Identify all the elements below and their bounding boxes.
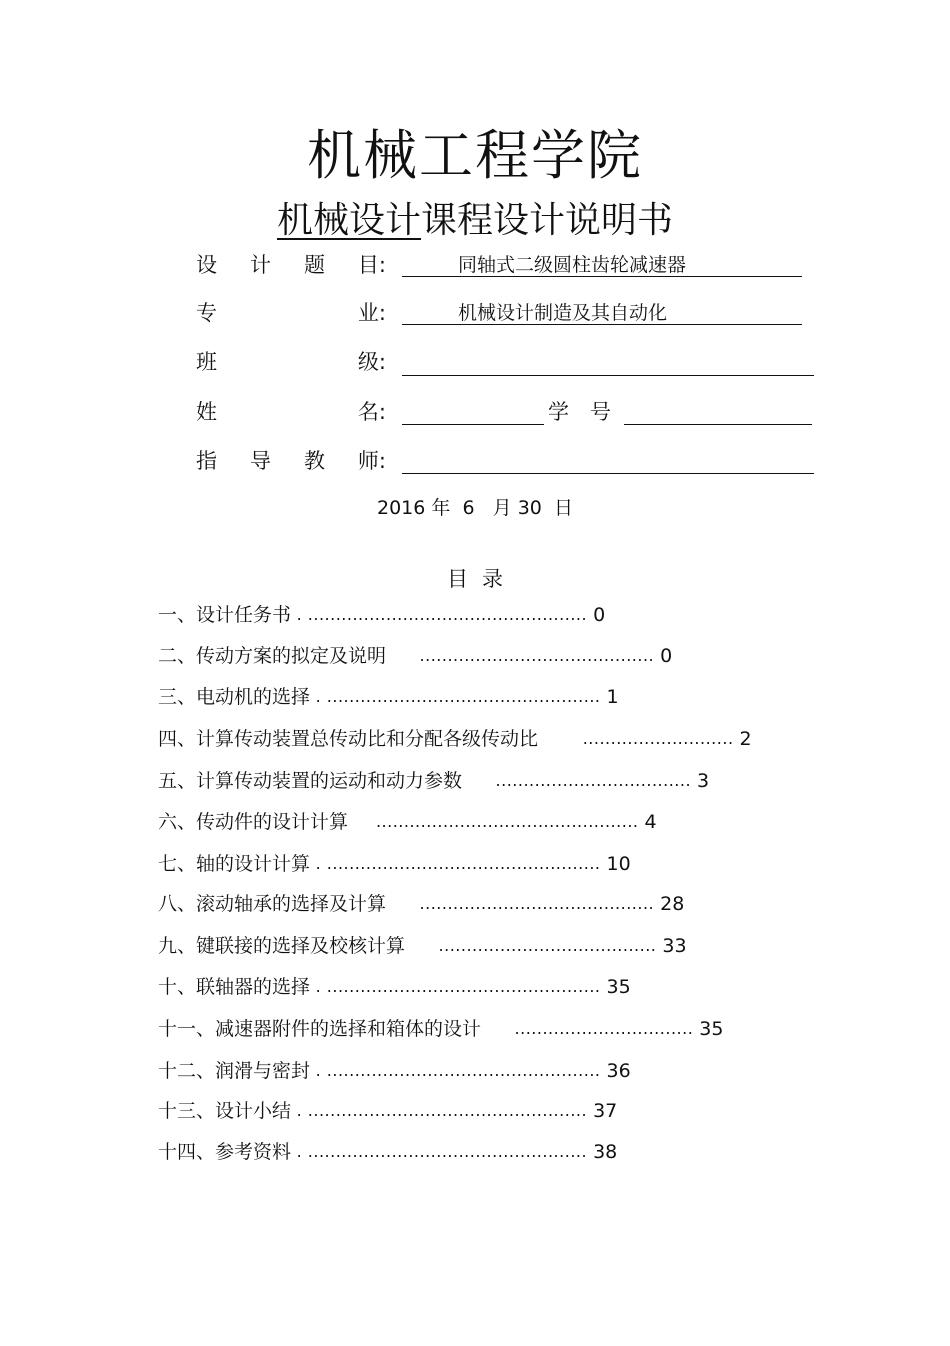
name-label: 姓 名: bbox=[196, 400, 386, 424]
toc-item[interactable] bbox=[158, 809, 657, 835]
toc-page-number: 0 bbox=[660, 645, 673, 667]
toc-leader-dots: . ................................................. bbox=[310, 854, 601, 873]
student-id-field[interactable] bbox=[624, 398, 812, 425]
class-label: 班 级: bbox=[196, 350, 386, 374]
toc-item[interactable] bbox=[158, 974, 631, 1000]
toc-leader-dots: . .................................................. bbox=[291, 1142, 588, 1161]
toc-page-number: 1 bbox=[606, 686, 619, 708]
student-id-label: 学 号 bbox=[548, 400, 611, 424]
advisor-label: 指 导 教 师: bbox=[196, 449, 386, 473]
toc-item[interactable] bbox=[158, 726, 752, 752]
toc-item-label: 七、轴的设计计算 bbox=[158, 853, 311, 875]
toc-page-number: 10 bbox=[606, 853, 631, 875]
toc-leader-dots: ............................................... bbox=[348, 812, 639, 831]
toc-page-number: 0 bbox=[593, 604, 606, 626]
toc-leader-dots: ....................................... bbox=[405, 936, 657, 955]
advisor-field[interactable] bbox=[402, 447, 814, 474]
toc-item[interactable] bbox=[158, 1058, 631, 1084]
toc-leader-dots: ................................ bbox=[481, 1019, 694, 1038]
toc-item[interactable] bbox=[158, 851, 631, 877]
toc-item[interactable] bbox=[158, 1139, 617, 1165]
toc-item-label: 三、电动机的选择 bbox=[158, 686, 311, 708]
toc-item[interactable] bbox=[158, 684, 619, 710]
toc-leader-dots: . .................................................. bbox=[291, 605, 588, 624]
topic-label: 设 计 题 目: bbox=[196, 253, 386, 277]
toc-page-number: 2 bbox=[739, 728, 752, 750]
major-value: 机械设计制造及其自动化 bbox=[458, 302, 668, 324]
major-label: 专 业: bbox=[196, 301, 386, 325]
toc-title: 目录 bbox=[447, 567, 517, 591]
toc-leader-dots: .......................................... bbox=[386, 894, 655, 913]
toc-item[interactable] bbox=[158, 1016, 723, 1042]
toc-leader-dots: ........................... bbox=[538, 729, 734, 748]
class-field[interactable] bbox=[402, 349, 814, 376]
toc-leader-dots: .......................................... bbox=[386, 646, 655, 665]
toc-leader-dots: . ................................................. bbox=[310, 1061, 601, 1080]
toc-item-label: 一、设计任务书 bbox=[158, 604, 292, 626]
date: 2016 年 6 月 30 日 bbox=[377, 497, 573, 519]
toc-leader-dots: . ................................................. bbox=[310, 977, 601, 996]
name-field[interactable] bbox=[402, 398, 544, 425]
title-rest: 课程设计说明书 bbox=[421, 200, 674, 241]
toc-leader-dots: . ................................................. bbox=[310, 687, 601, 706]
toc-item[interactable] bbox=[158, 933, 687, 959]
toc-page-number: 36 bbox=[606, 1060, 631, 1082]
toc-item[interactable] bbox=[158, 643, 672, 669]
toc-item[interactable] bbox=[158, 1098, 617, 1124]
toc-item[interactable] bbox=[158, 891, 684, 917]
toc-leader-dots: . .................................................. bbox=[291, 1101, 588, 1120]
toc-item-label: 二、传动方案的拟定及说明 bbox=[158, 645, 387, 667]
toc-page-number: 3 bbox=[697, 770, 710, 792]
toc-item-label: 十一、减速器附件的选择和箱体的设计 bbox=[158, 1018, 482, 1040]
toc-page-number: 37 bbox=[593, 1100, 618, 1122]
toc-page-number: 28 bbox=[660, 893, 685, 915]
toc-page-number: 35 bbox=[699, 1018, 724, 1040]
toc-page-number: 33 bbox=[662, 935, 687, 957]
toc-item-label: 十四、参考资料 bbox=[158, 1141, 292, 1163]
toc-item[interactable] bbox=[158, 602, 605, 628]
toc-leader-dots: ................................... bbox=[462, 771, 692, 790]
toc-item-label: 九、键联接的选择及校核计算 bbox=[158, 935, 406, 957]
toc-item-label: 八、滚动轴承的选择及计算 bbox=[158, 893, 387, 915]
toc-item-label: 十、联轴器的选择 bbox=[158, 976, 311, 998]
toc-page-number: 35 bbox=[606, 976, 631, 998]
toc-item-label: 五、计算传动装置的运动和动力参数 bbox=[158, 770, 463, 792]
toc-item-label: 六、传动件的设计计算 bbox=[158, 811, 349, 833]
toc-item[interactable] bbox=[158, 768, 709, 794]
toc-page-number: 38 bbox=[593, 1141, 618, 1163]
title-underlined-part: 机械设计 bbox=[276, 200, 421, 241]
toc-item-label: 四、计算传动装置总传动比和分配各级传动比 bbox=[158, 728, 539, 750]
toc-item-label: 十二、润滑与密封 bbox=[158, 1060, 311, 1082]
toc-page-number: 4 bbox=[644, 811, 657, 833]
toc-item-label: 十三、设计小结 bbox=[158, 1100, 292, 1122]
document-title bbox=[0, 196, 950, 246]
topic-value: 同轴式二级圆柱齿轮减速器 bbox=[458, 254, 687, 276]
school-title: 机械工程学院 bbox=[307, 124, 643, 187]
